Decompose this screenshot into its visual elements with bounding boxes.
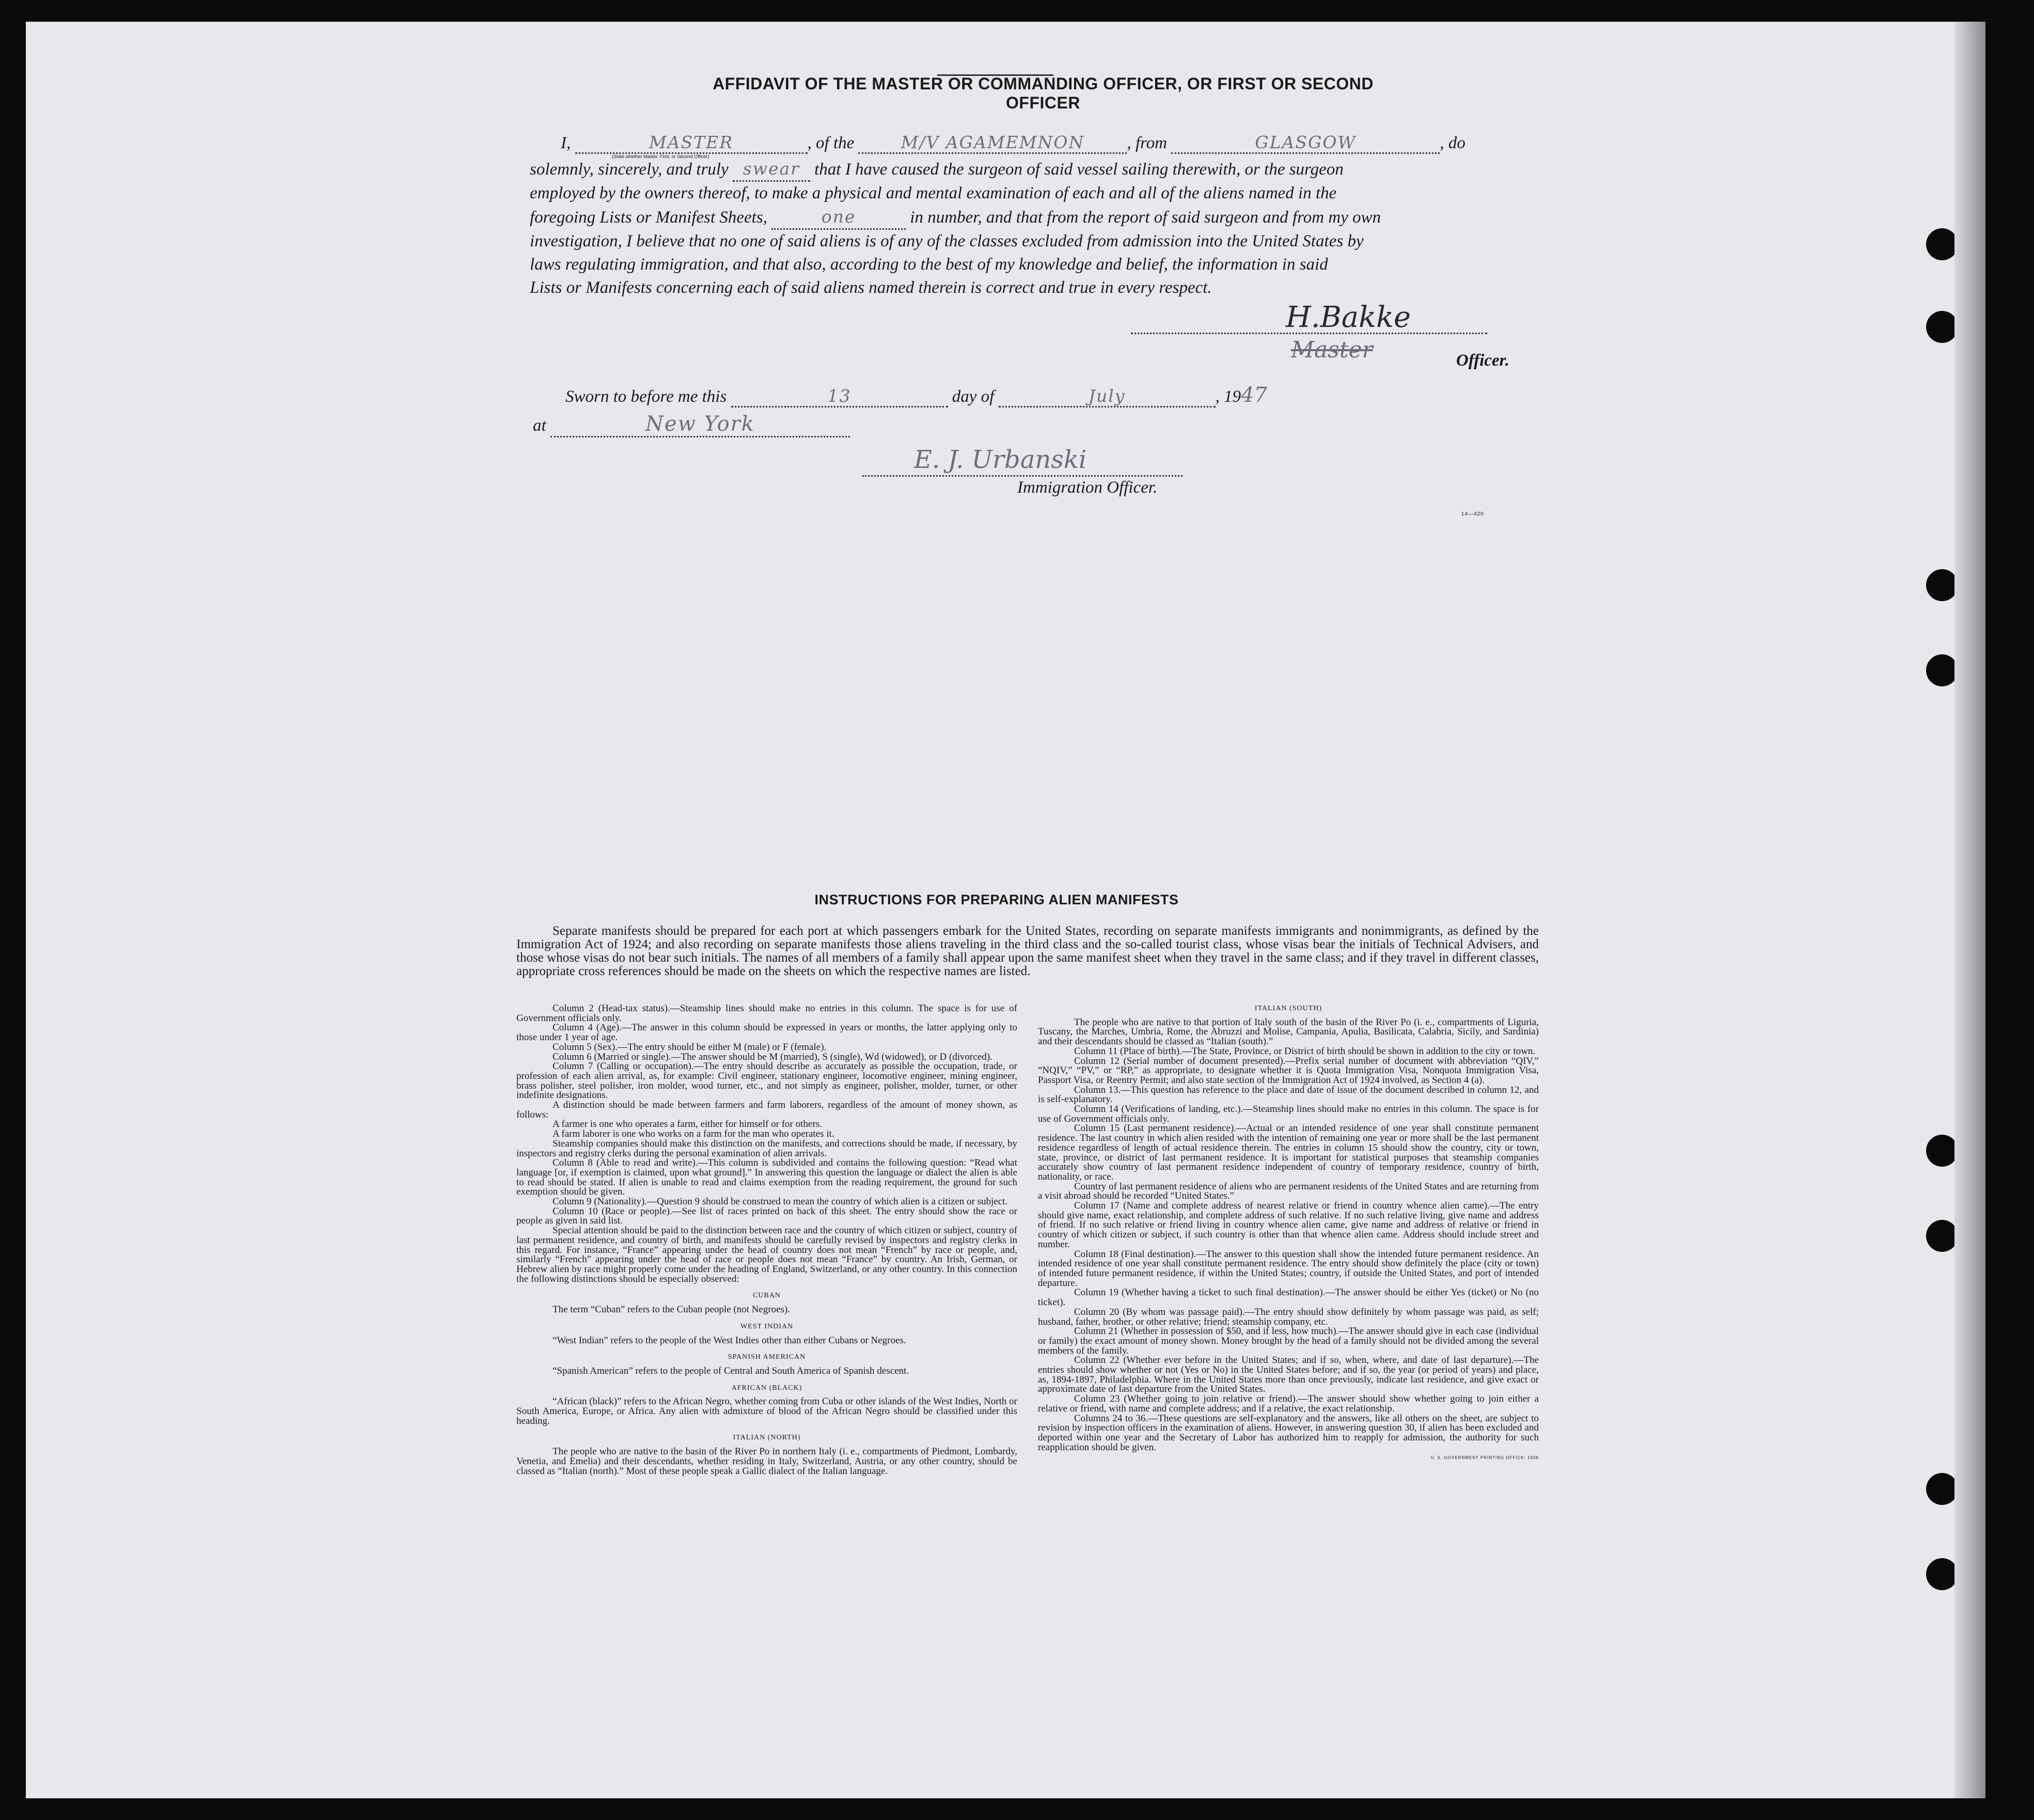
do-label: , do <box>1440 134 1465 152</box>
year-prefix: , 19 <box>1215 387 1241 406</box>
instruction-left-item: Steamship companies should make this distinction on the manifests, and corrections should be made, if necessary, by inspectors and registry clerks during the personal examination of alien arrivals. <box>516 1138 1017 1159</box>
instruction-left-item: Special attention should be paid to the distinction between race and the country of which citizen or subject, country of last permanent residence, and country of birth, and manifests should be carefully revised by inspectors and registry clerks in this regard. For instance, “France” appearing under the head of country does not mean “French” by race or people, and, similarly “French” appearing under the head of race or people does not mean “France” by country. An Irish, German, or Hebrew alien by race might properly come under the heading of England, Switzerland, or any other country. In this connection the following distinctions should be especially observed: <box>516 1225 1017 1284</box>
instructions-right-column <box>1038 1004 1539 1463</box>
affidavit-line-5: investigation, I believe that no one of said aliens is of any of the classes excluded from admission into the United States by <box>530 232 1364 250</box>
instruction-right-item: Column 19 (Whether having a ticket to such final destination).—The answer should be either Yes (ticket) or No (no ticket). <box>1038 1287 1539 1308</box>
binder-hole <box>1926 569 1958 601</box>
binder-hole <box>1926 1135 1958 1167</box>
spanish-american-heading: SPANISH AMERICAN <box>728 1353 806 1361</box>
african-text: “African (black)” refers to the African Negro, whether coming from Cuba or other islands of the West Indies, North or South America, Europe, or Africa. Any alien with admixture of blood of the African Negro should be classified under this heading. <box>516 1396 1017 1426</box>
at-label: at <box>533 416 546 435</box>
instruction-left-item: A distinction should be made between farmers and farm laborers, regardless of the amount of money shown, as follows: <box>516 1100 1017 1120</box>
sworn-line <box>565 383 1267 407</box>
affidavit-line-1 <box>561 132 1465 154</box>
instruction-left-item: Column 8 (Able to read and write).—This column is subdivided and contains the following question: “Read what language [or, if exemption is claimed, upon what ground].” In answering this question the language or dialect the alien is able to read should be stated. If alien is unable to read and claims exemption from the reading requirement, the ground for such exemption should be given. <box>516 1157 1017 1198</box>
instruction-right-item: Column 21 (Whether in possession of $50, and if less, how much).—The answer should give in each case (individual or family) the exact amount of money shown. Money brought by the head of a family should not be divided among the several members of the family. <box>1038 1326 1539 1356</box>
instruction-right-item: Column 22 (Whether ever before in the United States; and if so, when, where, and date of last departure).—The entries should show whether or not (Yes or No) in the United States before; and if so, the year (or period of years) and place, as, 1894-1897, Philadelphia. Where in the United States more than once previously, indicate last residence, and give exact or approximate date of last departure from the United States. <box>1038 1355 1539 1395</box>
instruction-left-item: Column 2 (Head-tax status).—Steamship lines should make no entries in this column. The space is for use of Government officials only. <box>516 1003 1017 1024</box>
officer-rank-field: MASTER <box>575 132 808 154</box>
instructions-intro: Separate manifests should be prepared for each port at which passengers embark for the United States, recording on separate manifests immigrants and nonimmigrants, as defined by the Immigration Act of 1924; and also recording on separate manifests those aliens traveling in the third class and the so-called tourist class, whose visas bear the initials of Technical Advisers, and those whose visas do not bear such initials. The names of all members of a family shall appear upon the same manifest sheet when they travel in the same class; and if they travel in different classes, appropriate cross references should be made on the sheets on which the respective names are listed. <box>516 924 1539 978</box>
departure-port-field: GLASGOW <box>1171 132 1440 154</box>
instruction-left-item: Column 10 (Race or people).—See list of races printed on back of this sheet. The entry should show the race or people as given in said list. <box>516 1205 1017 1227</box>
instruction-right-item: Column 11 (Place of birth).—The State, Province, or District of birth should be shown in addition to the city or town. <box>1074 1045 1536 1057</box>
binder-hole <box>1926 1473 1958 1505</box>
instruction-right-item: Column 17 (Name and complete address of nearest relative or friend in country whence alien came).—The entry should give name, exact relationship, and complete address of such relative. If no such relative living, give name and address of friend. If no such relative or friend living in country whence alien came, give name and address of relative or friend in country of which citizen or subject, if such country is other than that whence alien came. Address should include street and number. <box>1038 1200 1539 1250</box>
instruction-right-item: Column 14 (Verifications of landing, etc.).—Steamship lines should make no entries in this column. The space is for use of Government officials only. <box>1038 1104 1539 1124</box>
line4-end: in number, and that from the report of said surgeon and from my own <box>910 208 1381 227</box>
affidavit-line-7: Lists or Manifests concerning each of said aliens named therein is correct and true in every respect. <box>530 278 1212 297</box>
instruction-left-item: Column 6 (Married or single).—The answer should be M (married), S (single), Wd (widowed), or D (divorced). <box>553 1051 992 1062</box>
line4-start: foregoing Lists or Manifest Sheets, <box>530 208 767 227</box>
italian-south-heading: ITALIAN (SOUTH) <box>1254 1005 1322 1012</box>
immigration-officer-label: Immigration Officer. <box>1017 478 1158 497</box>
binder-hole <box>1926 654 1958 686</box>
immigration-signature-line <box>862 475 1182 477</box>
sworn-label: Sworn to before me this <box>565 387 727 406</box>
signature-line <box>1131 333 1487 334</box>
affidavit-title: AFFIDAVIT OF THE MASTER OR COMMANDING OFFICER, OR FIRST OR SECOND OFFICER <box>713 74 1374 112</box>
affidavit-line-6: laws regulating immigration, and that also, according to the best of my knowledge and belief, the information in said <box>530 255 1328 274</box>
instruction-left-item: A farm laborer is one who works on a farm for the man who operates it. <box>553 1128 834 1140</box>
binder-hole <box>1926 1558 1958 1590</box>
form-number: 14—420 <box>1461 511 1484 517</box>
instruction-right-item: Column 23 (Whether going to join relative or friend).—The answer should show whether going to join either a relative or friend, with name and complete address; and if a relative, the exact relationship. <box>1038 1393 1539 1414</box>
document-sheet <box>26 22 1985 1798</box>
instructions-left-column <box>516 1004 1017 1476</box>
cuban-text: The term “Cuban” refers to the Cuban people (not Negroes). <box>553 1304 791 1315</box>
cuban-heading: CUBAN <box>752 1292 781 1300</box>
binder-hole <box>1926 228 1958 260</box>
officer-label: Officer. <box>1456 351 1509 370</box>
affidavit-line-3: employed by the owners thereof, to make a physical and mental examination of each and all of the aliens named in the <box>530 184 1337 202</box>
instruction-right-item: Column 13.—This question has reference to the place and date of issue of the document described in column 12, and is self-explanatory. <box>1038 1084 1539 1105</box>
master-signature: H.Bakke <box>1286 301 1411 334</box>
instruction-right-item: Country of last permanent residence of aliens who are permanent residents of the United States and are returning from a visit abroad should be recorded “United States.” <box>1038 1181 1539 1202</box>
day-field: 13 <box>731 386 948 407</box>
instructions-title: INSTRUCTIONS FOR PREPARING ALIEN MANIFESTS <box>814 892 1179 907</box>
place-field: New York <box>550 412 850 437</box>
at-line <box>533 412 850 437</box>
spanish-american-text: “Spanish American” refers to the people of Central and South America of Spanish descent. <box>553 1365 909 1376</box>
instruction-left-item: Column 4 (Age).—The answer in this column should be expressed in years or months, the latter applying only to those under 1 year of age. <box>516 1022 1017 1043</box>
instruction-left-item: Column 7 (Calling or occupation).—The entry should describe as accurately as possible the occupation, trade, or profession of each alien arrival, as, for example: Civil engineer, stationary engineer, locomotive engineer, mining engineer, brass polisher, steel polisher, iron molder, wood turner, etc., and not simply as engineer, polisher, molder, turner, or other indefinite designations. <box>516 1061 1017 1101</box>
affidavit-line-4 <box>530 205 1537 230</box>
instruction-right-item: Column 20 (By whom was passage paid).—The entry should show definitely by whom passage was paid, as self; husband, father, brother, or other relative; friend; steamship company, etc. <box>1038 1306 1539 1327</box>
instruction-right-item: The people who are native to that portion of Italy south of the basin of the River Po (i. e., compartments of Liguria, Tuscany, the Marches, Umbria, Rome, the Abruzzi and Molise, Campania, Apulia, Basilicata, Calabria, Sicily, and Sardinia) and their descendants should be classed as “Italian (south).” <box>1038 1016 1539 1047</box>
swear-field: swear <box>733 157 810 182</box>
instruction-right-item: Column 12 (Serial number of document presented).—Prefix serial number of document with abbreviation “QIV,” “NQIV,” “PV,” or “RP,” as appropriate, to designate whether it is Quota Immigration Visa, Nonquota Immigration Visa, Passport Visa, or Reentry Permit; and also state section of the Immigration Act of 1924 involved, as Section 4 (a). <box>1038 1055 1539 1086</box>
from-label: , from <box>1127 134 1168 152</box>
affidavit-line-2 <box>530 157 1537 182</box>
african-heading: AFRICAN (BLACK) <box>731 1384 802 1392</box>
page-edge-shadow <box>1954 22 1985 1798</box>
affidavit-body <box>530 157 1537 300</box>
line2-end: that I have caused the surgeon of said vessel sailing therewith, or the surgeon <box>814 160 1344 179</box>
signature-title: Master <box>1291 337 1373 363</box>
immigration-officer-signature: E. J. Urbanski <box>914 445 1087 474</box>
printing-office-note: U. S. GOVERNMENT PRINTING OFFICE: 1939 <box>1430 1455 1539 1461</box>
intro-i: I, <box>561 134 571 152</box>
west-indian-text: “West Indian” refers to the people of the West Indies other than either Cubans or Negroes. <box>553 1335 906 1346</box>
line2-start: solemnly, sincerely, and truly <box>530 160 729 179</box>
day-of-label: day of <box>952 387 995 406</box>
instruction-right-item: Columns 24 to 36.—These questions are self-explanatory and the answers, like all others on the sheet, are subject to revision by inspection officers in the examination of aliens. However, in answering question 30, if alien has been excluded and deported within one year and the Secretary of Labor has authorized him to reapply for admission, the authority for such reapplication should be given. <box>1038 1413 1539 1453</box>
binder-hole <box>1926 1220 1958 1252</box>
vessel-name-field: M/V AGAMEMNON <box>858 132 1127 154</box>
of-the-label: , of the <box>807 134 855 152</box>
year-field: 47 <box>1241 383 1267 407</box>
italian-north-text: The people who are native to the basin of the River Po in northern Italy (i. e., compartments of Piedmont, Lombardy, Venetia, and Emelia) and their descendants, whether residing in Italy, Switzerland, Austria, or any other country, should be classed as “Italian (north).” Most of these people speak a Gallic dialect of the Italian language. <box>516 1446 1017 1477</box>
binder-hole <box>1926 311 1958 343</box>
instruction-left-item: A farmer is one who operates a farm, either for himself or for others. <box>553 1119 822 1130</box>
month-field: July <box>999 386 1216 407</box>
instruction-left-item: Column 5 (Sex).—The entry should be either M (male) or F (female). <box>553 1041 827 1053</box>
sheet-count-field: one <box>771 205 906 230</box>
officer-hint: (State whether Master, First, or Second Officer) <box>612 154 709 159</box>
instruction-left-item: Column 9 (Nationality).—Question 9 should be construed to mean the country of which alien is a citizen or subject. <box>553 1196 1008 1207</box>
instruction-right-item: Column 15 (Last permanent residence).—Actual or an intended residence of one year shall constitute permanent residence. The last country in which alien resided with the intention of remaining one year or more shall be the last permanent residence regardless of length of actual residence therein. The entries in column 15 should show the country, city or town, state, province, or district of last permanent residence. It is important for statistical purposes that steamship companies accurately show country of last permanent residence independent of country of temporary residence, country of birth, nationality, or race. <box>1038 1123 1539 1182</box>
italian-north-heading: ITALIAN (NORTH) <box>733 1434 801 1442</box>
instruction-right-item: Column 18 (Final destination).—The answer to this question shall show the intended future permanent residence. An intended residence of one year shall constitute permanent residence. The entry should show definitely the place (city or town) of intended future permanent residence, if within the United States; country, if outside the United States, and port of intended departure. <box>1038 1248 1539 1289</box>
west-indian-heading: WEST INDIAN <box>740 1322 794 1330</box>
